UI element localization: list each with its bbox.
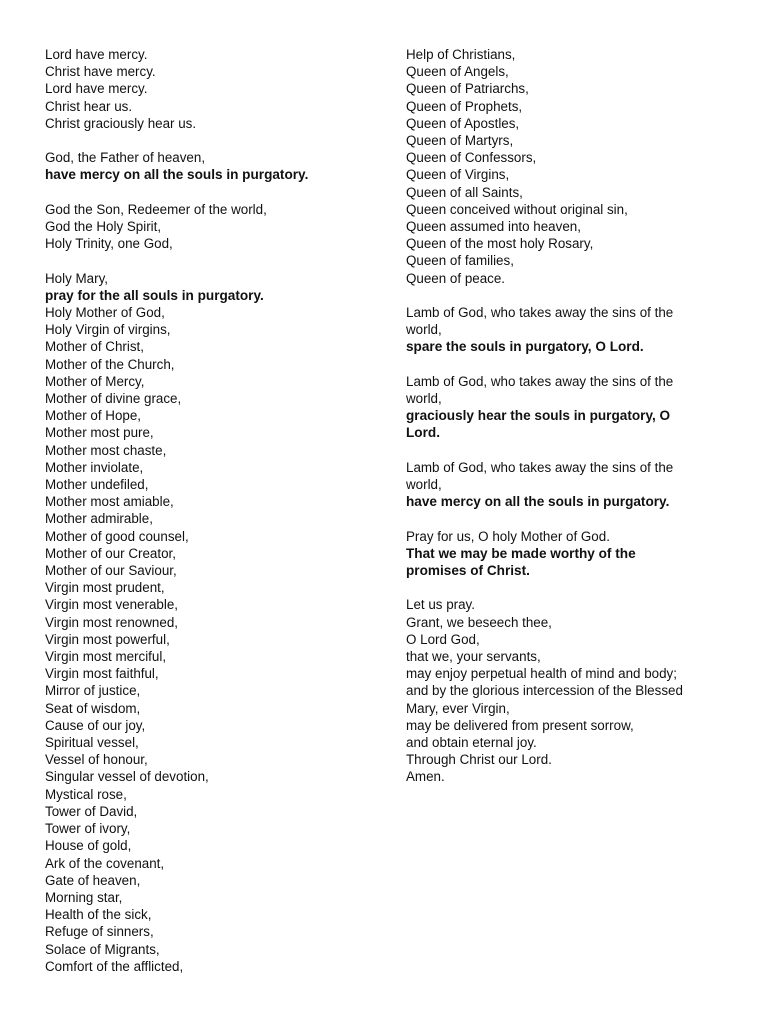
invocation-line: Gate of heaven, bbox=[45, 872, 141, 888]
invocation-line: Holy Trinity, one God, bbox=[45, 236, 173, 252]
paragraph-gap bbox=[406, 356, 706, 373]
invocation-line: Lord have mercy. bbox=[45, 47, 148, 62]
invocation-line: Mother of Mercy, bbox=[45, 373, 145, 389]
paragraph-gap bbox=[45, 184, 375, 201]
invocation-line: Mother undefiled, bbox=[45, 477, 149, 493]
invocation-line: House of gold, bbox=[45, 838, 132, 854]
invocation-line: God, the Father of heaven, bbox=[45, 150, 206, 166]
paragraph-gap bbox=[45, 252, 375, 269]
invocation-line: Refuge of sinners, bbox=[45, 924, 154, 940]
invocation-line: Virgin most faithful, bbox=[45, 666, 159, 682]
invocation-line: Amen. bbox=[406, 769, 445, 785]
invocation-line: and obtain eternal joy. bbox=[406, 735, 537, 751]
invocation-line: Grant, we beseech thee, bbox=[406, 614, 552, 630]
invocation-line: Holy Mary, bbox=[45, 270, 108, 286]
invocation-line: Christ have mercy. bbox=[45, 64, 156, 80]
invocation-line: Mother of Hope, bbox=[45, 408, 142, 424]
invocation-line: Queen conceived without original sin, bbox=[406, 201, 628, 217]
paragraph-gap bbox=[45, 132, 375, 149]
invocation-line: Mirror of justice, bbox=[45, 683, 141, 699]
invocation-line: Mary, ever Virgin, bbox=[406, 700, 510, 716]
invocation-line: that we, your servants, bbox=[406, 649, 541, 665]
invocation-line: Queen of the most holy Rosary, bbox=[406, 236, 594, 252]
invocation-line: Virgin most powerful, bbox=[45, 631, 170, 647]
invocation-line: Christ graciously hear us. bbox=[45, 115, 197, 131]
invocation-line: Queen of Patriarchs, bbox=[406, 81, 529, 97]
invocation-line: Queen of Apostles, bbox=[406, 115, 520, 131]
response-line: Lord. bbox=[406, 425, 440, 441]
invocation-line: Virgin most merciful, bbox=[45, 649, 167, 665]
paragraph-gap bbox=[406, 510, 706, 527]
paragraph-gap bbox=[406, 287, 706, 304]
invocation-line: Health of the sick, bbox=[45, 907, 152, 923]
invocation-line: Mother admirable, bbox=[45, 511, 153, 527]
invocation-line: Queen of Confessors, bbox=[406, 150, 537, 166]
invocation-line: O Lord God, bbox=[406, 631, 480, 647]
invocation-line: Holy Mother of God, bbox=[45, 305, 165, 320]
invocation-line: world, bbox=[406, 391, 442, 407]
invocation-line: Queen of peace. bbox=[406, 270, 506, 286]
invocation-line: Queen of Angels, bbox=[406, 64, 509, 80]
invocation-line: Let us pray. bbox=[406, 597, 475, 613]
invocation-line: Lord have mercy. bbox=[45, 81, 148, 97]
invocation-line: Help of Christians, bbox=[406, 47, 516, 62]
response-line: spare the souls in purgatory, O Lord. bbox=[406, 339, 644, 355]
invocation-line: Queen of families, bbox=[406, 253, 514, 269]
invocation-line: Seat of wisdom, bbox=[45, 700, 141, 716]
invocation-line: Tower of David, bbox=[45, 803, 138, 819]
invocation-line: God the Son, Redeemer of the world, bbox=[45, 201, 267, 217]
response-line: That we may be made worthy of the bbox=[406, 545, 636, 561]
invocation-line: Mother most pure, bbox=[45, 425, 154, 441]
invocation-line: may be delivered from present sorrow, bbox=[406, 717, 634, 733]
invocation-line: Ark of the covenant, bbox=[45, 855, 165, 871]
invocation-line: Christ hear us. bbox=[45, 98, 133, 114]
invocation-line: Mother most chaste, bbox=[45, 442, 167, 458]
paragraph-gap bbox=[406, 442, 706, 459]
response-line: promises of Christ. bbox=[406, 563, 530, 579]
invocation-line: Mother of our Saviour, bbox=[45, 563, 177, 579]
invocation-line: Lamb of God, who takes away the sins of the bbox=[406, 305, 674, 321]
response-line: graciously hear the souls in purgatory, O bbox=[406, 408, 671, 424]
invocation-line: Lamb of God, who takes away the sins of the bbox=[406, 373, 674, 389]
invocation-line: Spiritual vessel, bbox=[45, 735, 139, 751]
invocation-line: Queen of Martyrs, bbox=[406, 133, 514, 149]
invocation-line: Solace of Migrants, bbox=[45, 941, 160, 957]
invocation-line: Cause of our joy, bbox=[45, 717, 146, 733]
invocation-line: world, bbox=[406, 477, 442, 493]
invocation-line: Pray for us, O holy Mother of God. bbox=[406, 528, 610, 544]
invocation-line: Holy Virgin of virgins, bbox=[45, 322, 171, 338]
invocation-line: Virgin most renowned, bbox=[45, 614, 178, 630]
invocation-line: Morning star, bbox=[45, 889, 123, 905]
invocation-line: Mother inviolate, bbox=[45, 459, 144, 475]
invocation-line: Singular vessel of devotion, bbox=[45, 769, 209, 785]
invocation-line: Virgin most venerable, bbox=[45, 597, 178, 613]
invocation-line: Queen of all Saints, bbox=[406, 184, 523, 200]
invocation-line: Comfort of the afflicted, bbox=[45, 958, 184, 974]
invocation-line: Queen of Prophets, bbox=[406, 98, 523, 114]
invocation-line: Mother most amiable, bbox=[45, 494, 174, 510]
invocation-line: Lamb of God, who takes away the sins of the bbox=[406, 459, 674, 475]
invocation-line: Mystical rose, bbox=[45, 786, 127, 802]
invocation-line: Mother of divine grace, bbox=[45, 391, 182, 407]
invocation-line: Mother of the Church, bbox=[45, 356, 175, 372]
response-line: have mercy on all the souls in purgatory. bbox=[45, 167, 309, 183]
invocation-line: God the Holy Spirit, bbox=[45, 219, 162, 234]
invocation-line: Mother of Christ, bbox=[45, 339, 144, 355]
invocation-line: Through Christ our Lord. bbox=[406, 752, 552, 768]
right-column bbox=[406, 46, 706, 786]
invocation-line: Virgin most prudent, bbox=[45, 580, 165, 596]
response-line: pray for the all souls in purgatory. bbox=[45, 287, 264, 303]
invocation-line: Vessel of honour, bbox=[45, 752, 148, 768]
response-line: have mercy on all the souls in purgatory. bbox=[406, 494, 670, 510]
invocation-line: and by the glorious intercession of the Blessed bbox=[406, 683, 683, 699]
invocation-line: world, bbox=[406, 322, 442, 338]
invocation-line: Mother of our Creator, bbox=[45, 545, 176, 561]
paragraph-gap bbox=[406, 579, 706, 596]
invocation-line: may enjoy perpetual health of mind and body; bbox=[406, 666, 677, 682]
invocation-line: Tower of ivory, bbox=[45, 821, 131, 837]
invocation-line: Queen of Virgins, bbox=[406, 167, 510, 183]
invocation-line: Mother of good counsel, bbox=[45, 528, 189, 544]
left-column bbox=[45, 46, 375, 975]
invocation-line: Queen assumed into heaven, bbox=[406, 219, 581, 235]
